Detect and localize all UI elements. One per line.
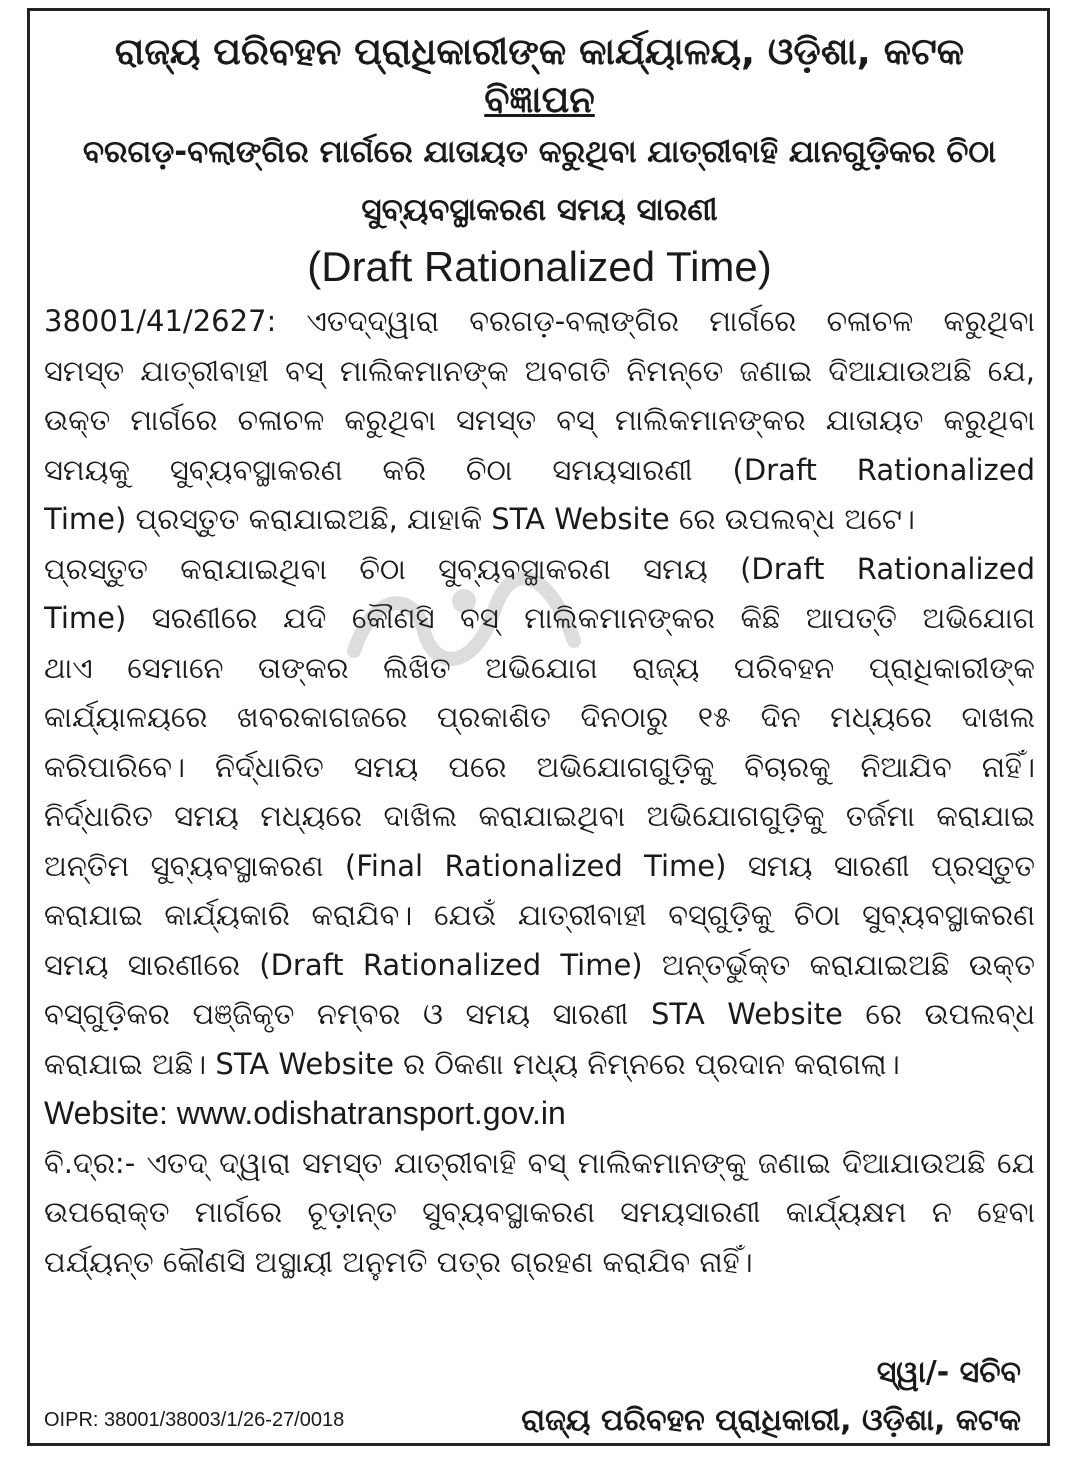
subject-line-1: ବରଗଡ଼-ବଲାଙ୍ଗିର ମାର୍ଗରେ ଯାତାୟତ କରୁଥିବା ଯାତ୍ରୀବାହି ଯାନଗୁଡ଼ିକର ଚିଠା — [82, 134, 997, 170]
body-line: ପର୍ଯ୍ୟନ୍ତ କୌଣସି ଅସ୍ଥାୟୀ ଅନୁମତି ପତ୍ର ଗ୍ରହଣ କରାଯିବ ନାହିଁ। — [44, 1244, 753, 1279]
office-heading: ରାଜ୍ୟ ପରିବହନ ପ୍ରାଧିକାରୀଙ୍କ କାର୍ଯ୍ୟାଳୟ, ଓଡ଼ିଶା, କଟକ — [114, 30, 965, 73]
subject-english: (Draft Rationalized Time) — [307, 243, 772, 290]
body-line: ଅନ୍ତିମ ସୁବ୍ୟବସ୍ଥାକରଣ (Final Rationalized Time) ସମୟ ସାରଣୀ ପ୍ରସ୍ତୁତ — [44, 848, 1035, 883]
subject-line-2: ସୁବ୍ୟବସ୍ଥାକରଣ ସମୟ ସାରଣୀ — [361, 192, 718, 228]
body-line: ଉକ୍ତ ମାର୍ଗରେ ଚଳାଚଳ କରୁଥିବା ସମସ୍ତ ବସ୍ ମାଲିକମାନଙ୍କର ଯାତାୟତ କରୁଥିବା — [44, 403, 1035, 437]
advertisement-frame — [27, 8, 1050, 1446]
body-line: ପ୍ରସ୍ତୁତ କରାଯାଇଥିବା ଚିଠା ସୁବ୍ୟବସ୍ଥାକରଣ ସମୟ (Draft Rationalized — [44, 551, 1035, 586]
body-line: ସମୟକୁ ସୁବ୍ୟବସ୍ଥାକରଣ କରି ଚିଠା ସମୟସାରଣୀ (Draft Rationalized — [44, 452, 1035, 487]
body-line: 38001/41/2627: ଏତଦ୍‌ଦ୍ୱାରା ବରଗଡ଼-ବଲାଙ୍ଗିର ମାର୍ଗରେ ଚଳାଚଳ କରୁଥିବା — [44, 304, 1035, 338]
body-line: ଉପରୋକ୍ତ ମାର୍ଗରେ ଚୂଡ଼ାନ୍ତ ସୁବ୍ୟବସ୍ଥାକରଣ ସମୟସାରଣୀ କାର୍ଯ୍ୟକ୍ଷମ ନ ହେବା — [44, 1195, 1035, 1229]
body-line: ଥାଏ ସେମାନେ ତାଙ୍କର ଲିଖିତ ଅଭିଯୋଗ ରାଜ୍ୟ ପରିବହନ ପ୍ରାଧିକାରୀଙ୍କ — [44, 650, 1035, 685]
body-line: କରିପାରିବେ। ନିର୍ଦ୍ଧାରିତ ସମୟ ପରେ ଅଭିଯୋଗଗୁଡ଼ିକୁ ବିଚାରକୁ ନିଆଯିବ ନାହିଁ। — [44, 749, 1035, 784]
body-line: Time) ପ୍ରସ୍ତୁତ କରାଯାଇଅଛି, ଯାହାକି STA Website ରେ ଉପଲବ୍ଧ ଅଟେ। — [44, 502, 915, 536]
body-line: କରାଯାଇ ଅଛି। STA Website ର ଠିକଣା ମଧ୍ୟ ନିମ୍ନରେ ପ୍ରଦାନ କରାଗଲା। — [44, 1046, 900, 1081]
body-line: ସମସ୍ତ ଯାତ୍ରୀବାହୀ ବସ୍ ମାଲିକମାନଙ୍କ ଅବଗତି ନିମନ୍ତେ ଜଣାଇ ଦିଆଯାଉଅଛି ଯେ, — [44, 353, 1035, 388]
body-line: କାର୍ଯ୍ୟାଳୟରେ ଖବରକାଗଜରେ ପ୍ରକାଶିତ ଦିନଠାରୁ ୧୫ ଦିନ ମଧ୍ୟରେ ଦାଖଲ — [44, 700, 1035, 734]
notice-title: ବିଜ୍ଞାପନ — [484, 78, 595, 121]
body-line: ବି.ଦ୍ର:- ଏତଦ୍ ଦ୍ୱାରା ସମସ୍ତ ଯାତ୍ରୀବାହି ବସ୍ ମାଲିକମାନଙ୍କୁ ଜଣାଇ ଦିଆଯାଉଅଛି ଯେ — [44, 1145, 1035, 1180]
signature-line: ସ୍ୱା/- ସଚିବ — [876, 1355, 1021, 1390]
body-line: ସମୟ ସାରଣୀରେ (Draft Rationalized Time) ଅନ୍ତର୍ଭୁକ୍ତ କରାଯାଇଅଛି ଉକ୍ତ — [44, 947, 1035, 982]
footer — [44, 1397, 1021, 1445]
advertisement-content — [44, 11, 1035, 1443]
body-line: Time) ସରଣୀରେ ଯଦି କୌଣସି ବସ୍ ମାଲିକମାନଙ୍କର କିଛି ଆପତ୍ତି ଅଭିଯୋଗ — [44, 601, 1035, 635]
oipr-number: OIPR: 38001/38003/1/26-27/0018 — [44, 1409, 345, 1431]
authority-name: ରାଜ୍ୟ ପରିବହନ ପ୍ରାଧିକାରୀ, ଓଡ଼ିଶା, କଟକ — [521, 1403, 1021, 1438]
website-line: Website: www.odishatransport.gov.in — [44, 1095, 566, 1131]
body-line: ବସ୍‌ଗୁଡ଼ିକର ପଞ୍ଜିକୃତ ନମ୍ବର ଓ ସମୟ ସାରଣୀ STA Website ରେ ଉପଲବ୍ଧ — [44, 997, 1035, 1031]
notice-body — [44, 297, 1035, 1287]
body-line: ନିର୍ଦ୍ଧାରିତ ସମୟ ମଧ୍ୟରେ ଦାଖିଲ କରାଯାଇଥିବା ଅଭିଯୋଗଗୁଡ଼ିକୁ ତର୍ଜମା କରାଯାଇ — [44, 799, 1035, 833]
body-line: କରାଯାଇ କାର୍ଯ୍ୟକାରି କରାଯିବ। ଯେଉଁ ଯାତ୍ରୀବାହୀ ବସ୍‌ଗୁଡ଼ିକୁ ଚିଠା ସୁବ୍ୟବସ୍ଥାକରଣ — [44, 898, 1035, 932]
